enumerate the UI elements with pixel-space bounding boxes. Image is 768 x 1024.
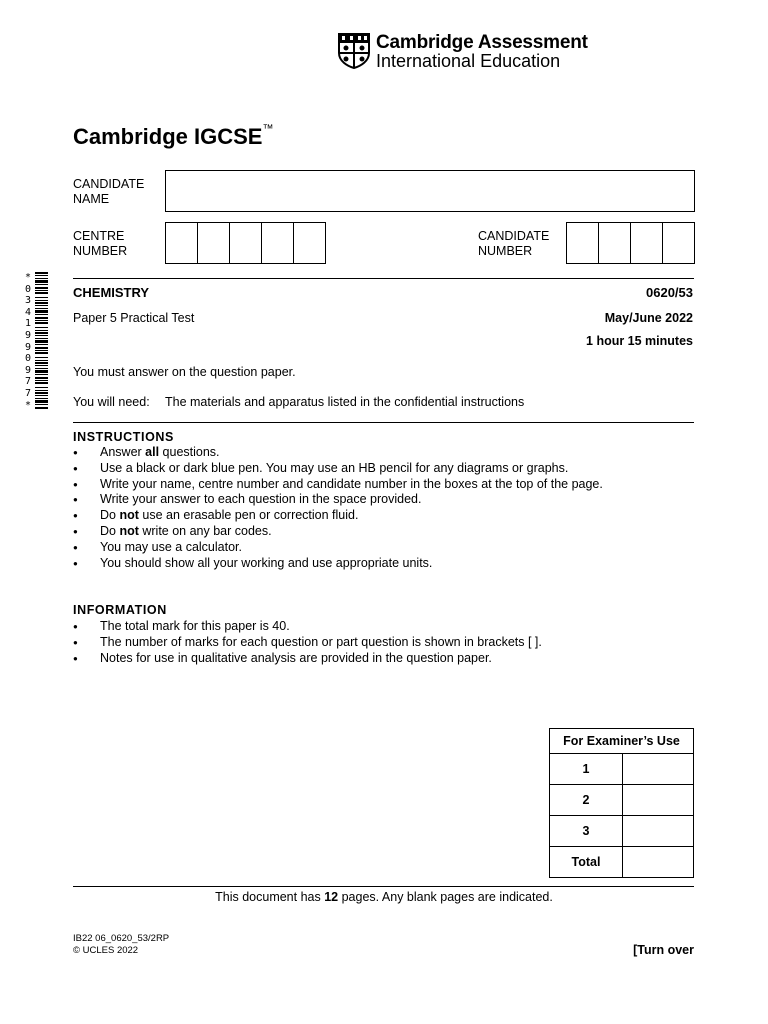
barcode-digit: 0 <box>24 353 32 365</box>
barcode-digit: * <box>24 399 32 411</box>
trademark-symbol: ™ <box>262 122 274 135</box>
barcode-digit: 9 <box>24 364 32 376</box>
instruction-item: ● Do not use an erasable pen or correction fluid. <box>73 508 603 524</box>
candidate-number-boxes[interactable] <box>566 222 695 264</box>
barcode <box>35 272 48 409</box>
paper-name: Paper 5 Practical Test <box>73 311 195 325</box>
information-item: ● Notes for use in qualitative analysis are provided in the question paper. <box>73 651 542 667</box>
instruction-item: ● You may use a calculator. <box>73 540 603 556</box>
barcode-digit: 7 <box>24 376 32 388</box>
information-heading: INFORMATION <box>73 603 167 617</box>
exam-duration: 1 hour 15 minutes <box>586 334 693 348</box>
must-answer-note: You must answer on the question paper. <box>73 365 296 379</box>
instructions-heading: INSTRUCTIONS <box>73 430 174 444</box>
barcode-digit: 0 <box>24 283 32 295</box>
exam-session: May/June 2022 <box>604 311 693 325</box>
barcode-digit: * <box>24 272 32 283</box>
question-number: 2 <box>550 785 623 816</box>
paper-code: 0620/53 <box>646 285 693 300</box>
instructions-list <box>73 445 603 571</box>
question-number: 3 <box>550 816 623 847</box>
question-number: 1 <box>550 754 623 785</box>
instruction-item: ● Use a black or dark blue pen. You may use an HB pencil for any diagrams or graphs. <box>73 461 603 477</box>
barcode-digit: 9 <box>24 341 32 353</box>
total-label: Total <box>550 847 623 878</box>
barcode-digit: 1 <box>24 318 32 330</box>
page-count-note: This document has 12 pages. Any blank pages are indicated. <box>215 890 553 904</box>
qualification-title: Cambridge IGCSE™ <box>73 122 274 149</box>
barcode-digits <box>22 272 34 411</box>
logo-text-line1: Cambridge Assessment <box>376 32 588 53</box>
divider <box>73 886 694 887</box>
cambridge-shield-logo <box>338 33 370 69</box>
subject-name: CHEMISTRY <box>73 285 150 300</box>
information-list <box>73 619 542 666</box>
divider <box>73 422 694 423</box>
candidate-name-box[interactable] <box>165 170 695 212</box>
logo-text-line2: International Education <box>376 51 561 71</box>
information-item: ● The number of marks for each question or part question is shown in brackets [ ]. <box>73 635 542 651</box>
instruction-item: ● Write your answer to each question in the space provided. <box>73 492 603 508</box>
barcode-digit: 7 <box>24 387 32 399</box>
document-reference: IB22 06_0620_53/2RP © UCLES 2022 <box>73 933 170 956</box>
information-item: ● The total mark for this paper is 40. <box>73 619 542 635</box>
instruction-item: ● Write your name, centre number and candidate number in the boxes at the top of the page. <box>73 477 603 493</box>
barcode-digit: 4 <box>24 306 32 318</box>
divider <box>73 278 694 279</box>
instruction-item: ● Do not write on any bar codes. <box>73 524 603 540</box>
barcode-digit: 3 <box>24 295 32 307</box>
mark-box <box>623 847 694 878</box>
candidate-name-label: CANDIDATE NAME <box>73 177 145 206</box>
mark-box <box>623 785 694 816</box>
examiner-use-table <box>549 728 694 878</box>
instruction-item: ● You should show all your working and use appropriate units. <box>73 556 603 572</box>
centre-number-boxes[interactable] <box>165 222 326 264</box>
will-need-label: You will need: <box>73 395 150 409</box>
will-need-text: The materials and apparatus listed in the confidential instructions <box>165 395 525 409</box>
turn-over: [Turn over <box>633 943 694 957</box>
centre-number-label: CENTRE NUMBER <box>73 229 128 258</box>
candidate-number-label: CANDIDATE NUMBER <box>478 229 550 258</box>
mark-box <box>623 816 694 847</box>
mark-box <box>623 754 694 785</box>
instruction-item: ● Answer all questions. <box>73 445 603 461</box>
barcode-digit: 9 <box>24 329 32 341</box>
examiner-table-heading: For Examiner’s Use <box>550 729 694 754</box>
